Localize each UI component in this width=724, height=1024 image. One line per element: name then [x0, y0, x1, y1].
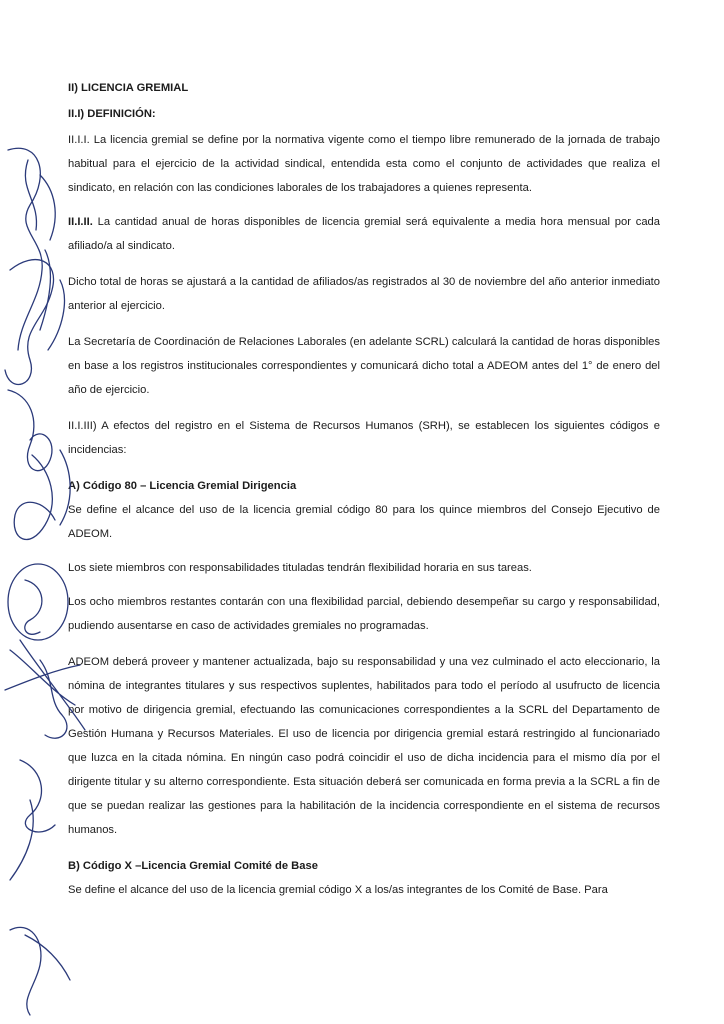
- signature-stroke-1: [8, 148, 42, 350]
- paragraph-7: Los siete miembros con responsabilidades tituladas tendrán flexibilidad horaria en sus tareas.: [68, 562, 532, 574]
- paragraph-2-number: II.I.II.: [68, 216, 93, 228]
- paragraph-1-number: II.I.I.: [68, 134, 90, 146]
- heading-codigo-80: A) Código 80 – Licencia Gremial Dirigencia: [68, 480, 297, 492]
- paragraph-8: Los ocho miembros restantes contarán con una flexibilidad parcial, debiendo desempeñar su cargo y responsabilidad, pudiendo ausentarse en caso de actividades gremiales no programadas.: [68, 596, 660, 632]
- section-heading: II) LICENCIA GREMIAL: [68, 82, 189, 94]
- signature-stroke-4: [40, 250, 64, 350]
- signature-stroke-5: [8, 390, 52, 471]
- signature-stroke-2: [25, 160, 55, 240]
- signature-stroke-12: [10, 800, 33, 880]
- signature-stroke-10: [40, 660, 67, 738]
- paragraph-9: ADEOM deberá proveer y mantener actualizada, bajo su responsabilidad y una vez culminado el acto eleccionario, la nómina de integrantes titulares y sus respectivos suplentes, habilitados para todo el período al usufructo de licencia por motivo de dirigencia gremial, efectuando las comunicaciones correspondientes a la SCRL del Departamento de Gestión Humana y Recursos Materiales. El uso de licencia por dirigencia gremial estará restringido al funcionariado que luzca en la citada nómina. En ningún caso podrá coincidir el uso de dicha incidencia para el mismo día por el dirigente titular y su alterno correspondiente. Esta situación deberá ser comunicada en forma previa a la SCRL a fin de que se puedan realizar las gestiones para la habilitación de la incidencia correspondiente en el sistema de recursos humanos.: [68, 656, 660, 836]
- signature-stroke-14: [25, 935, 70, 980]
- signature-stroke-13: [10, 927, 41, 1015]
- signature-stroke-6: [14, 455, 55, 539]
- paragraph-4: La Secretaría de Coordinación de Relaciones Laborales (en adelante SCRL) calculará la cantidad de horas disponibles en base a los registros institucionales correspondientes y comunicará dicho total a ADEOM antes del 1° de enero del año de ejercicio.: [68, 336, 660, 396]
- paragraph-1-text: La licencia gremial se define por la normativa vigente como el tiempo libre remunerado de la jornada de trabajo habitual para el ejercicio de la actividad sindical, entendida esta como el conjunto de actividades que realiza el sindicato, en relación con las condiciones laborales de los trabajadores a quienes representa.: [68, 134, 661, 194]
- signature-stroke-8: [25, 580, 42, 634]
- paragraph-3: Dicho total de horas se ajustará a la cantidad de afiliados/as registrados al 30 de noviembre del año anterior inmediato anterior al ejercicio.: [68, 276, 660, 312]
- paragraph-1: [68, 128, 660, 200]
- paragraph-2: [68, 210, 660, 258]
- paragraph-5: II.I.III) A efectos del registro en el Sistema de Recursos Humanos (SRH), se establecen los siguientes códigos e incidencias:: [68, 420, 660, 456]
- paragraph-6: Se define el alcance del uso de la licencia gremial código 80 para los quince miembros del Consejo Ejecutivo de ADEOM.: [68, 504, 660, 540]
- heading-codigo-x: B) Código X –Licencia Gremial Comité de Base: [68, 860, 318, 872]
- paragraph-2-text: La cantidad anual de horas disponibles de licencia gremial será equivalente a media hora mensual por cada afiliado/a al sindicato.: [68, 216, 661, 252]
- signature-loop-1: [8, 564, 68, 640]
- paragraph-10: Se define el alcance del uso de la licencia gremial código X a los/as integrantes de los Comité de Base. Para: [68, 884, 608, 896]
- signature-stroke-11: [20, 760, 55, 832]
- signature-stroke-3: [5, 260, 54, 385]
- subsection-heading: II.I) DEFINICIÓN:: [68, 108, 156, 120]
- document-body: [68, 76, 660, 902]
